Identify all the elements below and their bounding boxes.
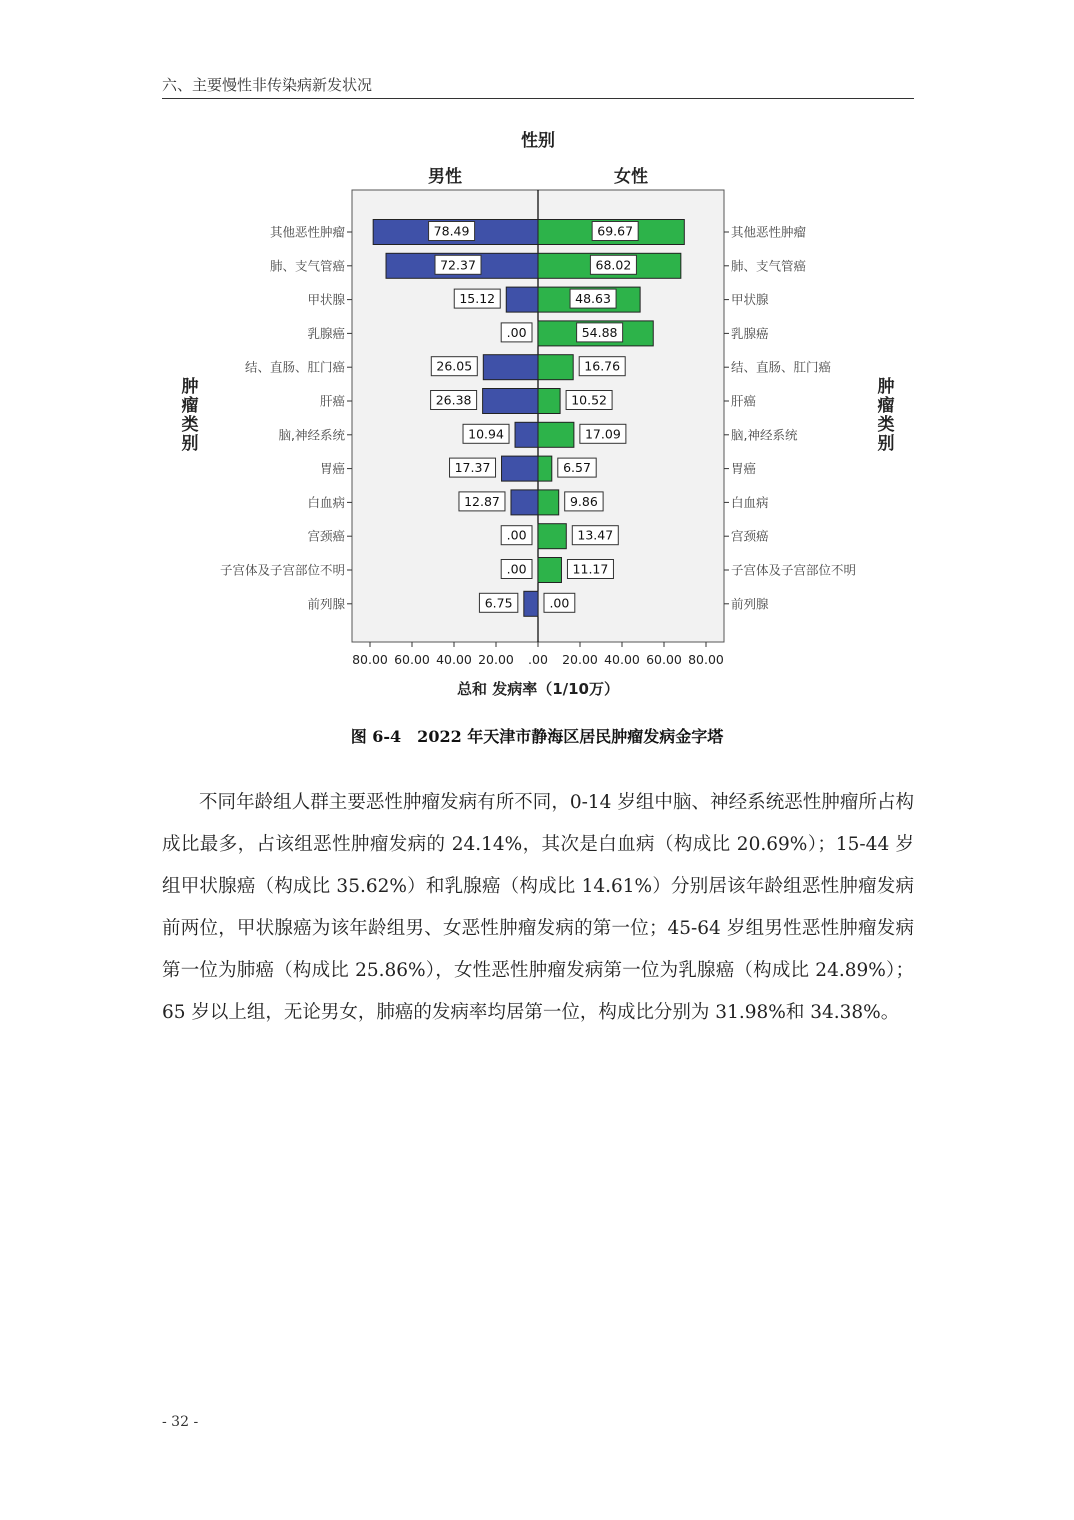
category-label-left: 脑,神经系统 (278, 427, 345, 443)
bar-female (538, 422, 574, 447)
group-label-female: 女性 (614, 167, 648, 187)
data-label-male (435, 255, 481, 274)
data-label-female-text: 17.09 (584, 426, 621, 442)
section-title: 六、主要慢性非传染病新发状况 (162, 76, 373, 94)
data-label-female (579, 357, 625, 376)
data-label-male (431, 357, 477, 376)
category-label-left: 其他恶性肿瘤 (269, 224, 345, 240)
bar-male (483, 389, 538, 414)
data-label-female (567, 560, 613, 579)
y-axis-label-right (878, 376, 895, 454)
category-label-right: 白血病 (731, 494, 769, 510)
data-label-female (570, 289, 616, 308)
data-label-female-text: 11.17 (572, 561, 609, 577)
data-label-female-text: 68.02 (595, 257, 632, 273)
data-label-male-text: .00 (506, 324, 527, 340)
bar-female (538, 456, 552, 481)
data-label-female-text: 54.88 (581, 324, 618, 340)
bar-male (515, 422, 538, 447)
x-tick-label: 40.00 (436, 652, 472, 667)
y-axis-label-left (182, 376, 199, 454)
category-label-right: 其他恶性肿瘤 (731, 224, 807, 240)
data-label-male-text: 12.87 (464, 493, 500, 509)
bar-female (538, 355, 573, 380)
chart-title: 性别 (521, 131, 555, 151)
category-label-left: 子宫体及子宫部位不明 (219, 562, 345, 578)
y-axis-label-char: 类 (181, 415, 199, 435)
bar-female (538, 389, 560, 414)
category-label-left: 胃癌 (319, 461, 345, 477)
x-tick-label: 60.00 (646, 652, 682, 667)
data-label-male-text: 26.05 (436, 358, 473, 374)
data-label-female-text: 16.76 (584, 358, 621, 374)
data-label-male-text: 17.37 (454, 460, 491, 476)
bar-male (506, 287, 538, 312)
y-axis-label-char: 瘤 (877, 396, 895, 416)
x-tick-label: 20.00 (478, 652, 514, 667)
y-axis-label-char: 肿 (877, 377, 895, 397)
data-label-male (431, 391, 477, 410)
data-label-female (592, 222, 638, 241)
bar-male (483, 355, 538, 380)
bar-female (538, 524, 566, 549)
data-label-female-text: 69.67 (597, 223, 634, 239)
data-label-male-text: 15.12 (459, 291, 496, 307)
category-label-left: 白血病 (307, 494, 345, 510)
data-label-male-text: 10.94 (468, 426, 504, 442)
x-tick-label: 80.00 (688, 652, 724, 667)
category-label-right: 乳腺癌 (731, 325, 769, 341)
data-label-male (501, 526, 532, 545)
x-tick-label: 80.00 (352, 652, 388, 667)
data-label-male-text: 78.49 (433, 223, 470, 239)
category-label-left: 前列腺 (307, 596, 345, 612)
bar-female (538, 490, 559, 515)
category-label-left: 结、直肠、肛门癌 (244, 359, 345, 375)
data-label-male (429, 222, 475, 241)
data-label-female (580, 424, 626, 443)
category-label-left: 甲状腺 (307, 292, 345, 308)
bar-female (538, 558, 561, 583)
x-tick-label: 40.00 (604, 652, 640, 667)
data-label-female-text: 9.86 (569, 493, 598, 509)
page-number: - 32 - (162, 1414, 199, 1430)
figure-caption: 图 6-4 2022 年天津市静海区居民肿瘤发病金字塔 (350, 727, 724, 746)
y-axis-label-char: 别 (181, 434, 199, 454)
category-label-right: 肺、支气管癌 (731, 258, 807, 274)
data-label-female (590, 255, 636, 274)
category-label-right: 前列腺 (731, 596, 769, 612)
x-axis-label: 总和 发病率（1/10万） (456, 680, 620, 698)
category-label-left: 肺、支气管癌 (269, 258, 345, 274)
group-label-male: 男性 (428, 167, 462, 187)
data-label-female (577, 323, 623, 342)
data-label-male (501, 323, 532, 342)
category-label-left: 肝癌 (319, 393, 345, 409)
x-tick-label: .00 (528, 652, 548, 667)
data-label-male-text: .00 (506, 527, 527, 543)
category-label-left: 宫颈癌 (307, 528, 345, 544)
category-label-right: 宫颈癌 (731, 528, 769, 544)
pyramid-chart (0, 0, 1074, 710)
data-label-female-text: 48.63 (575, 291, 611, 307)
data-label-female-text: .00 (549, 595, 570, 611)
category-label-left: 乳腺癌 (307, 325, 345, 341)
category-label-right: 甲状腺 (731, 292, 769, 308)
data-label-female-text: 10.52 (571, 392, 607, 408)
bar-male (524, 591, 538, 616)
data-label-male (501, 560, 532, 579)
y-axis-label-char: 肿 (181, 377, 199, 397)
body-text (162, 782, 914, 1034)
bar-male (511, 490, 538, 515)
category-label-right: 肝癌 (731, 393, 757, 409)
data-label-female (544, 593, 575, 612)
data-label-female (566, 391, 612, 410)
x-tick-label: 20.00 (562, 652, 598, 667)
data-label-female (572, 526, 618, 545)
data-label-male-text: 6.75 (484, 595, 513, 611)
y-axis-label-char: 别 (877, 434, 895, 454)
data-label-male (459, 492, 505, 511)
bar-male (502, 456, 538, 481)
data-label-male-text: 26.38 (435, 392, 472, 408)
data-label-female (558, 458, 596, 477)
category-label-right: 胃癌 (731, 461, 757, 477)
data-label-male (450, 458, 496, 477)
category-label-right: 子宫体及子宫部位不明 (731, 562, 857, 578)
y-axis-label-char: 类 (877, 415, 895, 435)
body-paragraph: 不同年龄组人群主要恶性肿瘤发病有所不同，0-14 岁组中脑、神经系统恶性肿瘤所占构成比最多，占该组恶性肿瘤发病的 24.14%，其次是白血病（构成比 20.69%）；15-44 岁组甲状腺癌（构成比 35.62%）和乳腺癌（构成比 14.61%）分别居该年龄组恶性肿瘤发病前两位，甲状腺癌为该年龄组男、女恶性肿瘤发病的第一位；45-64 岁组男性恶性肿瘤发病第一位为肺癌（构成比 25.86%），女性恶性肿瘤发病第一位为乳腺癌（构成比 24.89%）；65 岁以上组，无论男女，肺癌的发病率均居第一位，构成比分别为 31.98%和 34.38%。 (162, 792, 914, 1023)
data-label-female-text: 6.57 (563, 460, 591, 476)
y-axis-label-char: 瘤 (181, 396, 199, 416)
category-label-right: 脑,神经系统 (731, 427, 798, 443)
data-label-male (463, 424, 509, 443)
data-label-male (454, 289, 500, 308)
chart-marks (220, 220, 856, 668)
data-label-male-text: .00 (506, 561, 527, 577)
data-label-female-text: 13.47 (577, 527, 614, 543)
category-label-right: 结、直肠、肛门癌 (731, 359, 832, 375)
data-label-female (565, 492, 603, 511)
data-label-male-text: 72.37 (440, 257, 476, 273)
data-label-male (479, 593, 517, 612)
x-tick-label: 60.00 (394, 652, 430, 667)
